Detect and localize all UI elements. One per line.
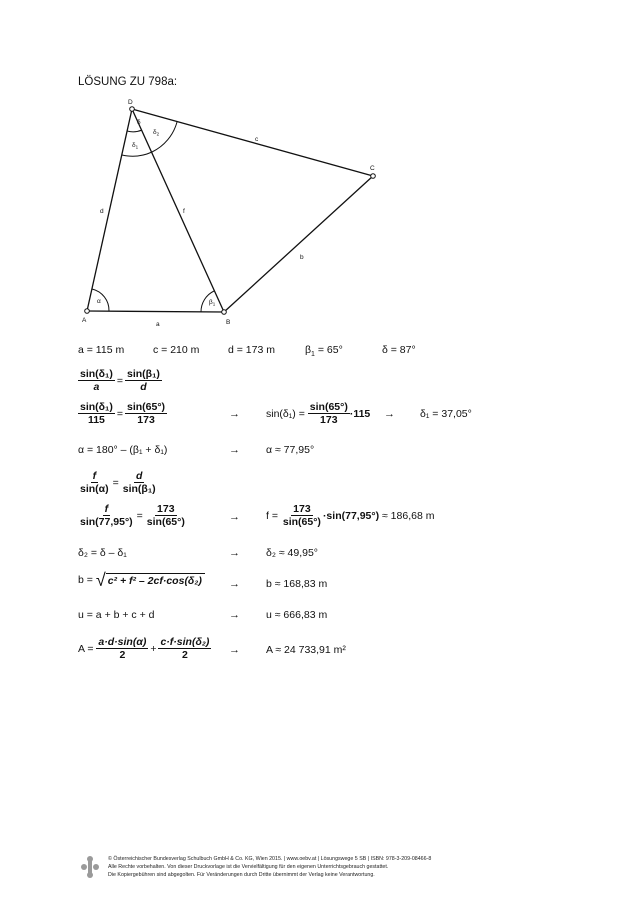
fraction: $\frac{\sin(65^\circ)}{173}$ — [309, 401, 348, 427]
fraction: $\frac{a\cdot d\cdot\sin(\alpha)}{2}$ — [98, 636, 147, 662]
point-d-dot — [130, 107, 135, 112]
side-d-line — [87, 109, 132, 311]
fraction: $\frac{\text{sin(δ₁)}}{a}$ — [80, 368, 113, 394]
given-d: d = 173 m — [228, 344, 275, 356]
arrow-icon: → — [229, 609, 240, 621]
label-point-c: C — [370, 165, 375, 172]
label-side-d: d — [100, 208, 104, 215]
step7-area: A = $\frac{a\cdot d\cdot\sin(\alpha)}{2}$ + $\frac{\text{c·f·sin(δ₂)}}{2}$ — [78, 636, 210, 662]
step1-substituted: $\frac{\text{sin(δ₁)}}{115}$ = $\frac{\sin(65^\circ)}{173}$ — [80, 401, 166, 427]
footer-line: © Österreichischer Bundesverlag Schulbuch GmbH & Co. KG, Wien 2015. | www.oebv.at | Lösungswege 5 SB | ISBN: 978-3-209-08466-8 — [108, 856, 432, 862]
point-a-dot — [85, 309, 90, 314]
label-delta1: $\delta_1$ — [132, 142, 139, 150]
point-b-dot — [222, 310, 227, 315]
step3-law-of-sines: $\frac{f}{\sin(\alpha)}$ = $\frac{d}{\text{sin(β₁)}}$ — [80, 470, 156, 496]
step2-equation: α = 180° – (β₁ + δ₁) — [78, 444, 168, 456]
arrow-icon: → — [229, 408, 240, 420]
side-a-line — [87, 311, 224, 312]
result-alpha: α ≈ 77,95° — [266, 444, 315, 456]
fraction: $\frac{173}{\sin(65^\circ)}$ — [146, 503, 185, 529]
step3-solved: f = $\frac{173}{\sin(65^\circ)}$ ·sin(77,95°) ≈ 186,68 m — [266, 503, 435, 529]
fraction: $\frac{\text{sin(δ₁)}}{115}$ — [80, 401, 113, 427]
label-beta1: $\beta_1$ — [209, 299, 216, 307]
result-u: u ≈ 666,83 m — [266, 609, 328, 621]
result-f: ≈ 186,68 m — [382, 509, 435, 522]
step3-substituted: $\frac{f}{\sin(77,95^\circ)}$ = $\frac{173}{\sin(65^\circ)}$ — [80, 503, 185, 529]
label-alpha: α — [97, 298, 101, 305]
square-root: √ c² + f² – 2cf·cos(δ₂) — [96, 571, 205, 589]
fraction: $\frac{f}{\sin(\alpha)}$ — [80, 470, 109, 496]
footer-line: Alle Rechte vorbehalten. Von dieser Druckvorlage ist die Vervielfältigung für den eigenen Unterrichtsgebrauch gestattet. — [108, 864, 389, 870]
label-delta2: $\delta_2$ — [153, 129, 160, 137]
publisher-logo-icon — [80, 855, 100, 879]
side-c-line — [132, 109, 373, 176]
arrow-icon: → — [229, 578, 240, 590]
label-point-b: B — [226, 319, 231, 326]
given-a: a = 115 m — [78, 344, 125, 356]
label-point-a: A — [82, 317, 87, 324]
arrow-icon: → — [384, 408, 395, 420]
result-delta2: δ₂ ≈ 49,95° — [266, 547, 318, 559]
arrow-icon: → — [229, 547, 240, 559]
fraction: $\frac{f}{\sin(77,95^\circ)}$ — [80, 503, 133, 529]
result-delta1: δ₁ = 37,05° — [420, 408, 472, 420]
label-side-c: c — [255, 136, 259, 143]
label-delta: δ — [137, 119, 141, 126]
given-beta1: $\beta_1 = 65^\circ$ — [305, 344, 343, 359]
label-side-a: a — [156, 321, 160, 328]
copyright-footer — [108, 855, 431, 879]
step1-solved: sin(δ₁) = $\frac{\sin(65^\circ)}{173}$ ·115 — [266, 401, 371, 427]
fraction: $\frac{d}{\text{sin(β₁)}}$ — [122, 470, 156, 496]
arrow-icon: → — [229, 644, 240, 656]
fraction: $\frac{173}{\sin(65^\circ)}$ — [282, 503, 321, 529]
label-side-b: b — [300, 254, 304, 261]
arc-delta-inner — [127, 130, 142, 132]
result-area: A ≈ 24 733,91 m² — [266, 644, 346, 656]
arrow-icon: → — [229, 444, 240, 456]
fraction: $\frac{\text{c·f·sin(δ₂)}}{2}$ — [160, 636, 210, 662]
fraction: $\frac{\sin(65^\circ)}{173}$ — [127, 401, 166, 427]
side-b-line — [224, 176, 373, 312]
arrow-icon: → — [229, 511, 240, 523]
arc-delta2 — [152, 122, 177, 152]
page-title: LÖSUNG ZU 798a: — [78, 76, 178, 88]
step6-equation: u = a + b + c + d — [78, 609, 155, 621]
result-b: b ≈ 168,83 m — [266, 578, 328, 590]
quadrilateral-diagram — [0, 0, 640, 340]
diagonal-f-line — [132, 109, 224, 312]
given-delta: δ = 87° — [382, 344, 416, 356]
given-c: c = 210 m — [153, 344, 200, 356]
step5-law-of-cosines: b = √ c² + f² – 2cf·cos(δ₂) — [78, 571, 205, 589]
label-diagonal-f: f — [183, 208, 185, 215]
fraction: $\frac{\text{sin(β₁)}}{d}$ — [127, 368, 160, 394]
footer-line: Die Kopiergebühren sind abgegolten. Für Veränderungen durch Dritte übernimmt der Verlag keine Verantwortung. — [108, 872, 375, 878]
point-c-dot — [371, 174, 376, 179]
label-point-d: D — [128, 99, 133, 106]
step1-law-of-sines: $\frac{\text{sin(δ₁)}}{a}$ = $\frac{\text{sin(β₁)}}{d}$ — [80, 368, 160, 394]
step4-equation: δ₂ = δ – δ₁ — [78, 547, 127, 559]
arc-delta1 — [122, 152, 152, 156]
